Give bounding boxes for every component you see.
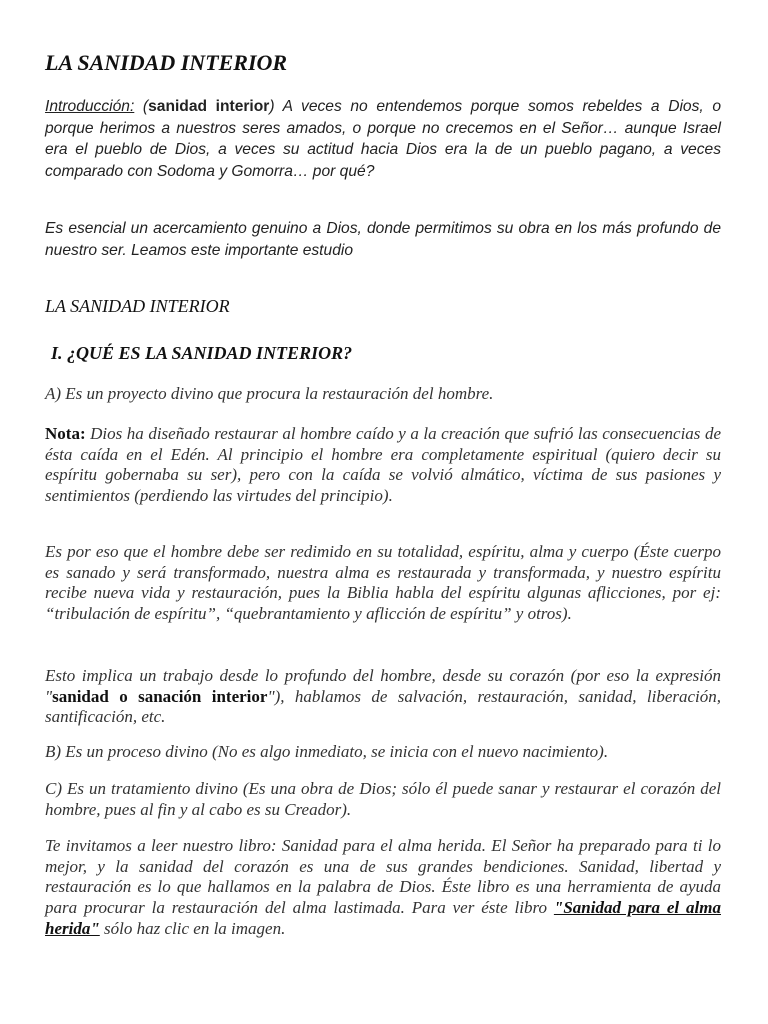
invite-paragraph <box>45 836 721 940</box>
intro-close-paren: ) <box>269 98 275 115</box>
section-title: LA SANIDAD INTERIOR <box>45 296 230 316</box>
point-c-paragraph: C) Es un tratamiento divino (Es una obra de Dios; sólo él puede sanar y restaurar el corazón del hombre, pues al fin y al cabo es su Creador). <box>45 779 721 819</box>
point-a-paragraph: A) Es un proyecto divino que procura la restauración del hombre. <box>45 384 494 403</box>
invite-before: Te invitamos a leer nuestro libro: Sanidad para el alma herida. El Señor ha preparado para ti lo mejor, y la sanidad del corazón es una de sus grandes bendiciones. Sanidad, libertad y restauración es lo que hallamos en la palabra de Dios. Éste libro es una herramienta de ayuda para procurar la restauración del alma lastimada. Para ver éste libro <box>45 836 721 918</box>
intro-topic: sanidad interior <box>148 98 270 115</box>
nota-label: Nota: <box>45 424 86 443</box>
implica-before: Esto implica un trabajo desde lo profundo del hombre, desde su corazón (por eso la expresión " <box>45 666 721 706</box>
document-title: LA SANIDAD INTERIOR <box>45 50 288 75</box>
intro-label: Introducción: <box>45 98 135 115</box>
redimido-paragraph: Es por eso que el hombre debe ser redimido en su totalidad, espíritu, alma y cuerpo (Éste cuerpo es sanado y será transformado, nuestra alma es restaurada y transformada, y nuestro espíritu recibe nueva vida y restauración, pues la Biblia habla del espíritu algunas aflicciones, por ej: “tribulación de espíritu”, “quebrantamiento y aflicción de espíritu” y otros). <box>45 542 721 624</box>
intro-second-paragraph: Es esencial un acercamiento genuino a Dios, donde permitimos su obra en los más profundo de nuestro ser. Leamos este importante estudio <box>45 220 721 259</box>
intro-open-paren: ( <box>134 98 149 115</box>
intro-text: A veces no entendemos porque somos rebeldes a Dios, o porque herimos a nuestros seres amados, o porque no crecemos en el Señor… aunque Israel era el pueblo de Dios, a veces su actitud hacia Dios era la de un pueblo pagano, a veces comparado con Sodoma y Gomorra… por qué? <box>45 98 721 180</box>
implica-paragraph <box>45 666 721 728</box>
intro-paragraph <box>45 96 721 182</box>
nota-paragraph <box>45 424 721 507</box>
book-link[interactable]: "Sanidad para el alma herida" <box>45 898 721 938</box>
implica-bold: sanidad o sanación interior <box>52 686 268 706</box>
section-heading: I. ¿QUÉ ES LA SANIDAD INTERIOR? <box>51 343 353 363</box>
implica-after: "), hablamos de salvación, restauración, sanidad, liberación, santificación, etc. <box>45 686 721 727</box>
point-b-paragraph: B) Es un proceso divino (No es algo inmediato, se inicia con el nuevo nacimiento). <box>45 742 609 761</box>
invite-after: sólo haz clic en la imagen. <box>99 918 286 938</box>
nota-text: Dios ha diseñado restaurar al hombre caído y a la creación que sufrió las consecuencias de ésta caída en el Edén. Al principio el hombre era completamente espiritual (quiero decir su espíritu gobernaba su ser), pero con la caída se volvió almático, víctima de sus pasiones y sentimientos (perdiendo las virtudes del principio). <box>45 424 721 506</box>
